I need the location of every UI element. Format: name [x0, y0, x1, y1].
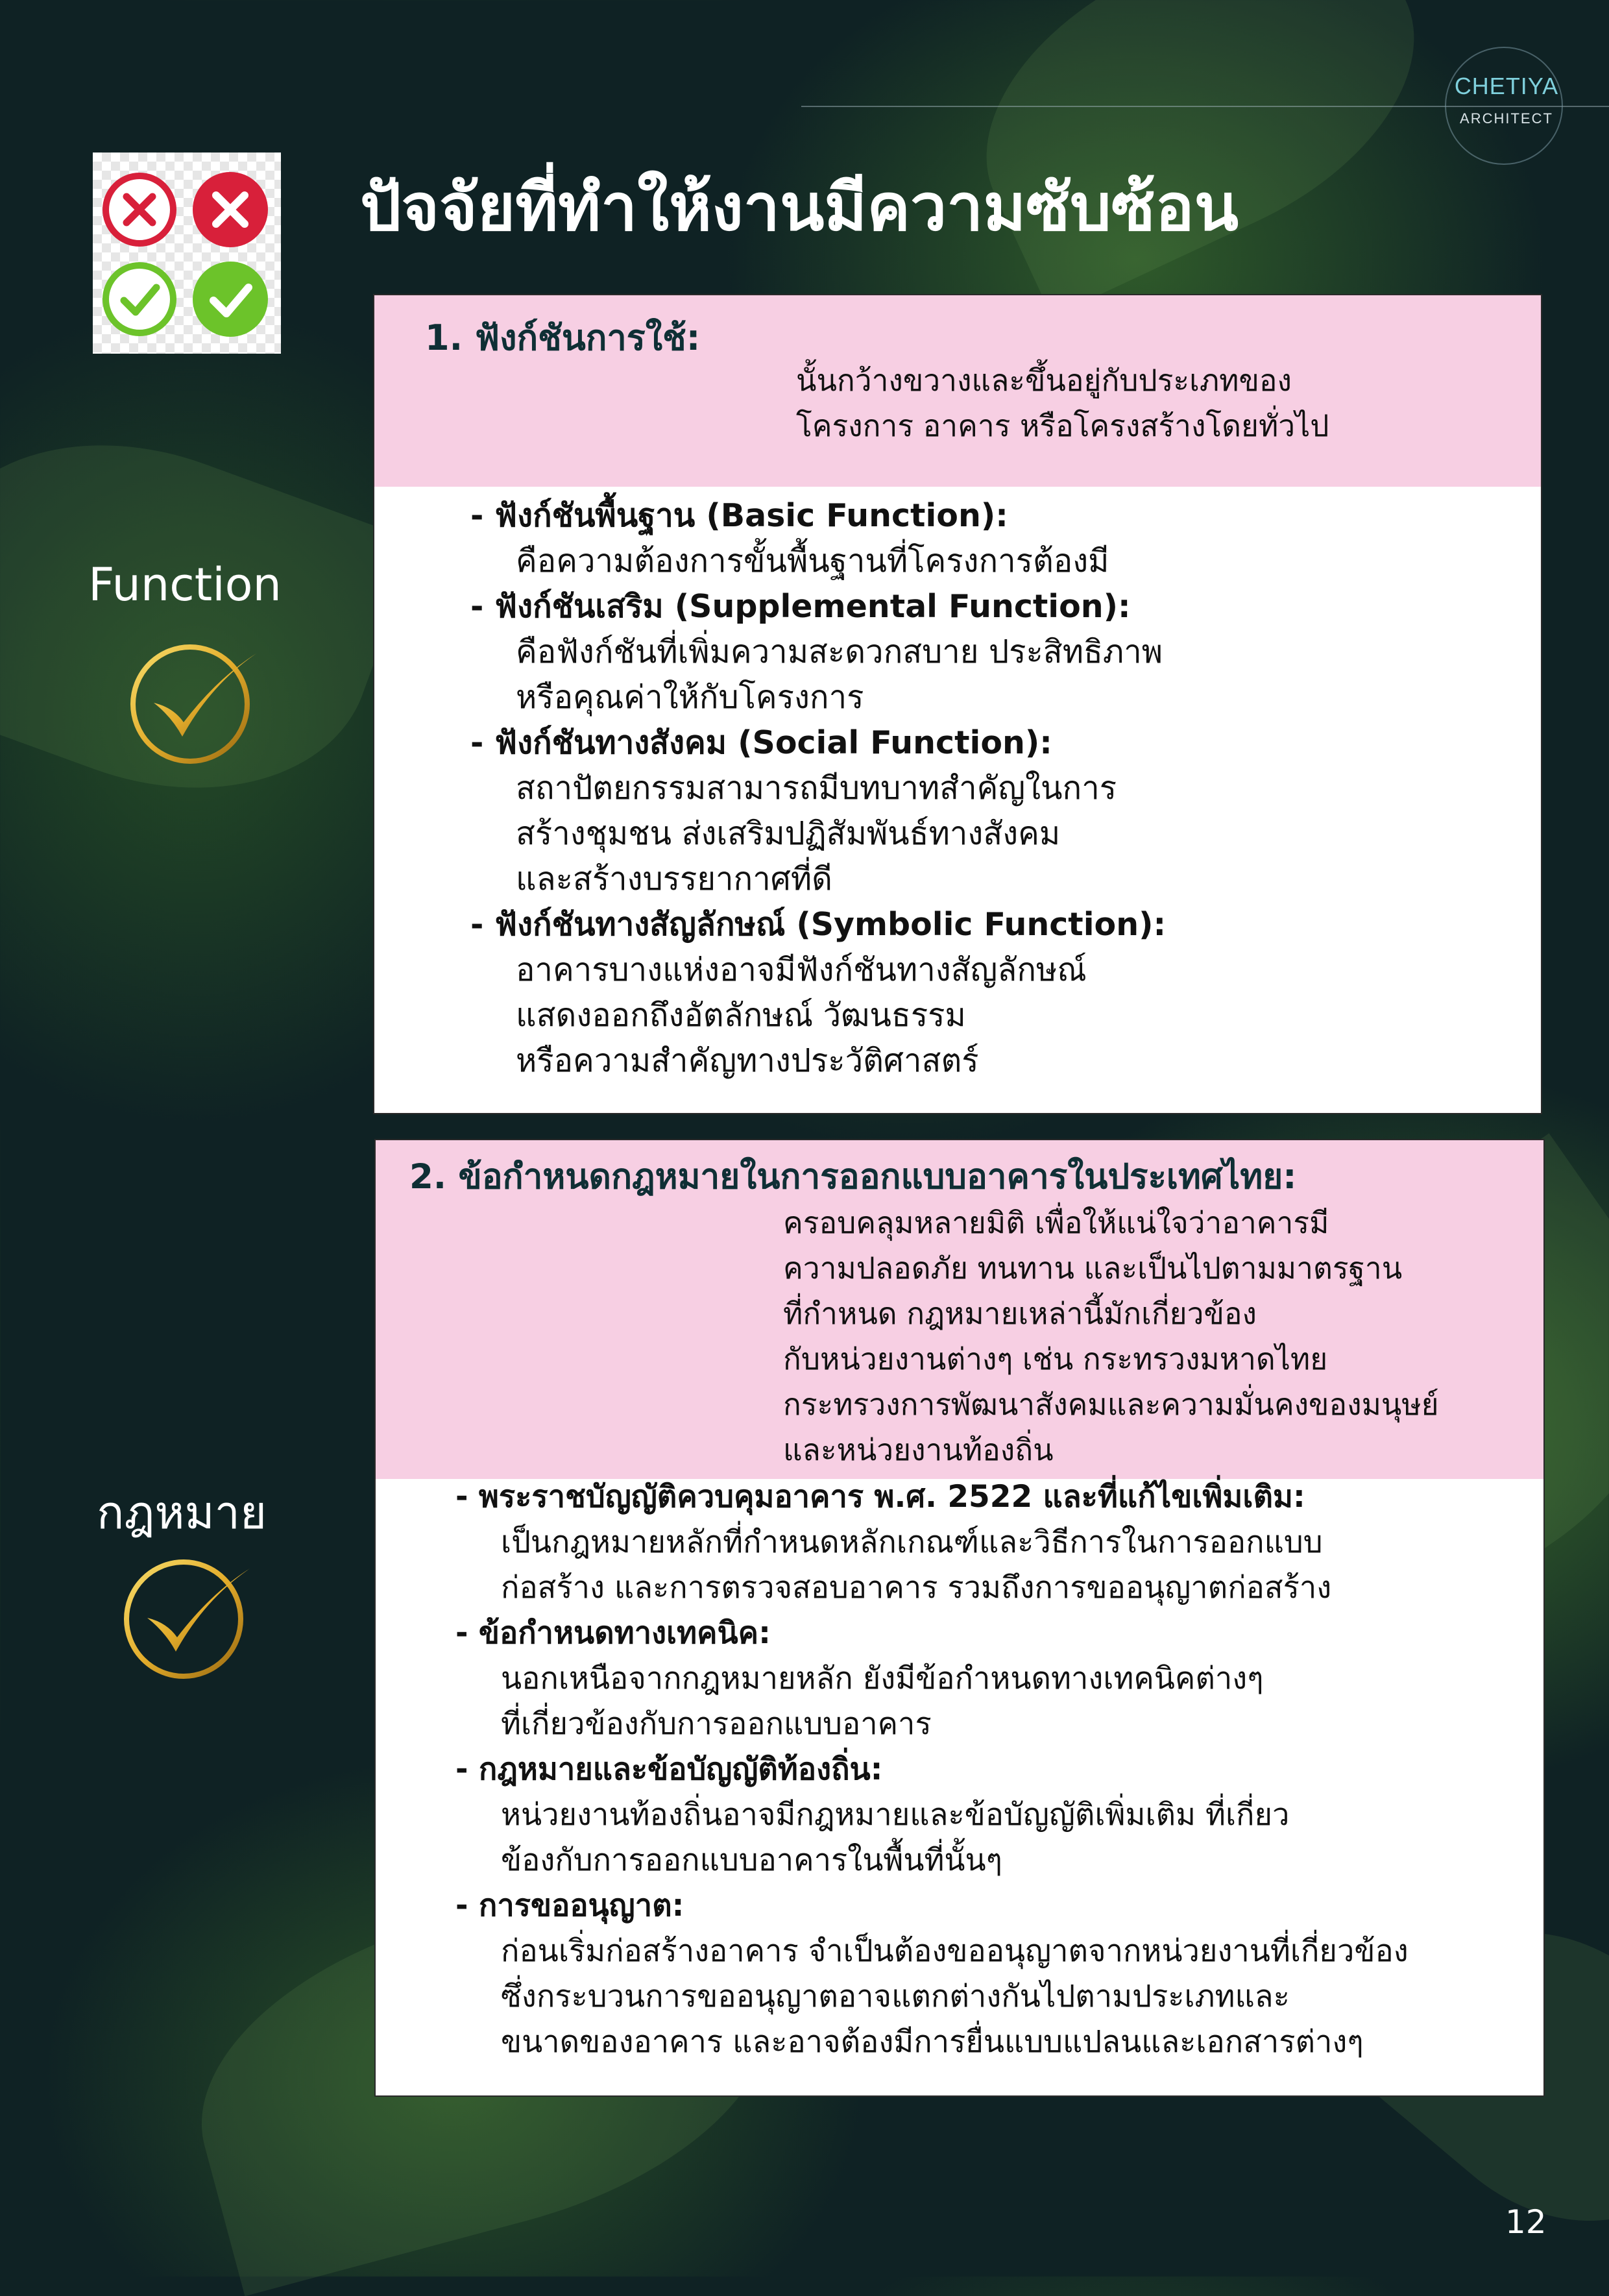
item-title: - พระราชบัญญัติควบคุมอาคาร พ.ศ. 2522 และที่แก้ไขเพิ่มเติม:	[455, 1479, 1305, 1515]
item-line: ที่เกี่ยวข้องกับการออกแบบอาคาร	[501, 1706, 932, 1742]
intro-line: กระทรวงการพัฒนาสังคมและความมั่นคงของมนุษย์	[783, 1387, 1439, 1422]
intro-line: นั้นกว้างขวางและขึ้นอยู่กับประเภทของ	[796, 363, 1292, 398]
item-line: ขนาดของอาคาร และอาจต้องมีการยื่นแบบแปลนและเอกสารต่างๆ	[501, 2024, 1364, 2060]
item-line: ข้องกับการออกแบบอาคารในพื้นที่นั้นๆ	[501, 1842, 1002, 1878]
item-line: หรือความสำคัญทางประวัติศาสตร์	[516, 1042, 979, 1079]
gold-check-icon	[127, 639, 263, 769]
item-title: - ฟังก์ชันเสริม (Supplemental Function):	[470, 588, 1131, 625]
page-number: 12	[1505, 2203, 1547, 2241]
item-line: สร้างชุมชน ส่งเสริมปฏิสัมพันธ์ทางสังคม	[516, 815, 1061, 852]
item-line: หน่วยงานท้องถิ่นอาจมีกฎหมายและข้อบัญญัติเพิ่มเติม ที่เกี่ยว	[501, 1797, 1290, 1833]
x-circle-outline-icon	[106, 176, 173, 243]
item-line: คือความต้องการขั้นพื้นฐานที่โครงการต้องมี	[516, 543, 1109, 580]
intro-line: และหน่วยงานท้องถิ่น	[783, 1432, 1054, 1467]
side-label-law: กฎหมาย	[97, 1486, 267, 1539]
check-circle-filled-icon	[193, 262, 268, 337]
item-line: แสดงออกถึงอัตลักษณ์ วัฒนธรรม	[516, 997, 966, 1034]
item-line: ซึ่งกระบวนการขออนุญาตอาจแตกต่างกันไปตามประเภทและ	[501, 1979, 1290, 2014]
function-section-intro	[796, 358, 1329, 448]
page-title: ปัจจัยที่ทำให้งานมีความซับซ้อน	[360, 169, 1239, 245]
background-leaf	[937, 0, 1464, 317]
law-section-heading: 2. ข้อกำหนดกฎหมายในการออกแบบอาคารในประเทศไทย:	[409, 1157, 1297, 1197]
law-section-intro	[783, 1200, 1439, 1472]
function-items	[470, 493, 1166, 1084]
side-label-function: Function	[88, 558, 282, 611]
x-circle-filled-icon	[193, 172, 268, 247]
intro-line: ที่กำหนด กฎหมายเหล่านี้มักเกี่ยวข้อง	[783, 1296, 1257, 1331]
function-section-box	[373, 294, 1542, 1114]
brand-subtitle: ARCHITECT	[1460, 110, 1553, 127]
function-section-heading: 1. ฟังก์ชันการใช้:	[425, 317, 701, 358]
item-title: - ข้อกำหนดทางเทคนิค:	[455, 1615, 771, 1651]
item-title: - ฟังก์ชันทางสังคม (Social Function):	[470, 724, 1052, 761]
item-line: อาคารบางแห่งอาจมีฟังก์ชันทางสัญลักษณ์	[516, 951, 1087, 988]
item-line: ก่อนเริ่มก่อสร้างอาคาร จำเป็นต้องขออนุญาตจากหน่วยงานที่เกี่ยวข้อง	[501, 1933, 1409, 1969]
item-line: เป็นกฎหมายหลักที่กำหนดหลักเกณฑ์และวิธีการในการออกแบบ	[501, 1524, 1323, 1560]
intro-line: โครงการ อาคาร หรือโครงสร้างโดยทั่วไป	[796, 408, 1329, 443]
background-leaf	[0, 386, 418, 846]
gold-check-icon	[120, 1554, 256, 1684]
intro-line: ครอบคลุมหลายมิติ เพื่อให้แน่ใจว่าอาคารมี	[783, 1205, 1329, 1240]
brand-name: CHETIYA	[1454, 73, 1559, 99]
item-title: - ฟังก์ชันทางสัญลักษณ์ (Symbolic Function):	[470, 906, 1167, 943]
item-title: - การขออนุญาต:	[455, 1888, 684, 1924]
do-dont-icon-tile	[93, 153, 281, 354]
item-line: ก่อสร้าง และการตรวจสอบอาคาร รวมถึงการขออนุญาตก่อสร้าง	[501, 1570, 1332, 1606]
intro-line: กับหน่วยงานต่างๆ เช่น กระทรวงมหาดไทย	[783, 1341, 1328, 1376]
item-line: และสร้างบรรยากาศที่ดี	[516, 861, 832, 898]
intro-line: ความปลอดภัย ทนทาน และเป็นไปตามมาตรฐาน	[783, 1251, 1403, 1286]
item-line: สถาปัตยกรรมสามารถมีบทบาทสำคัญในการ	[516, 770, 1117, 807]
item-line: คือฟังก์ชันที่เพิ่มความสะดวกสบาย ประสิทธิภาพ	[516, 633, 1163, 670]
law-items	[455, 1474, 1409, 2065]
brand-logo-circle	[1445, 47, 1563, 165]
item-title: - ฟังก์ชันพื้นฐาน (Basic Function):	[470, 497, 1008, 534]
check-circle-outline-icon	[106, 265, 173, 333]
item-title: - กฎหมายและข้อบัญญัติท้องถิ่น:	[455, 1752, 883, 1787]
law-section-box	[374, 1139, 1545, 2097]
item-line: นอกเหนือจากกฎหมายหลัก ยังมีข้อกำหนดทางเทคนิคต่างๆ	[501, 1661, 1264, 1696]
item-line: หรือคุณค่าให้กับโครงการ	[516, 679, 864, 716]
